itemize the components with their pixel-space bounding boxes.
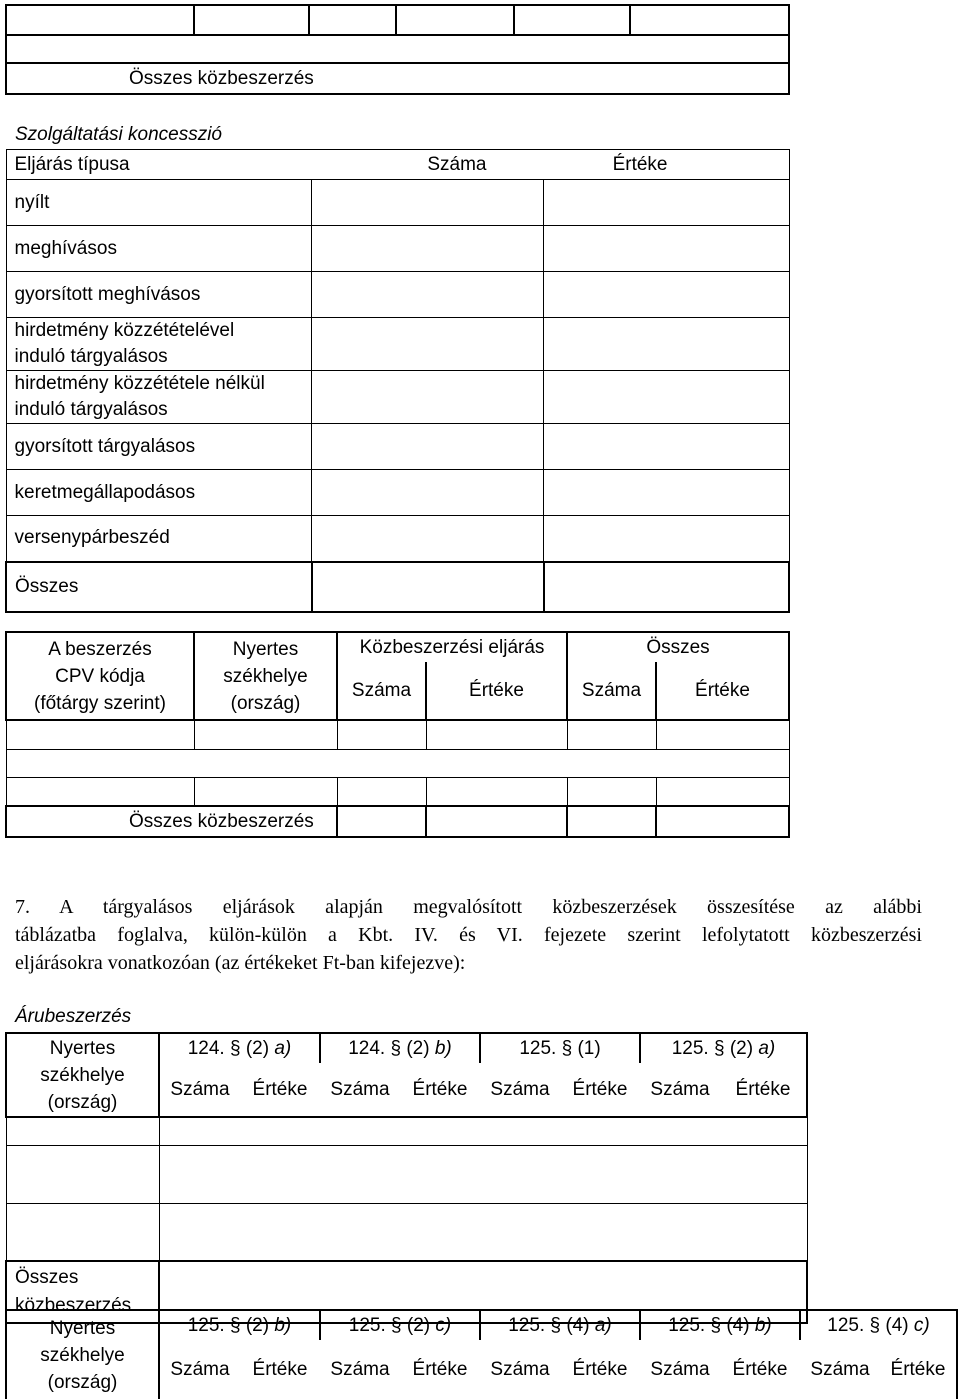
sub-header-count: Száma <box>640 1063 720 1117</box>
data-cell <box>656 806 789 837</box>
data-row <box>6 749 789 777</box>
value-cell <box>544 226 790 272</box>
sub-header-count: Száma <box>159 1063 240 1117</box>
data-cell <box>159 1145 807 1203</box>
data-cell <box>6 777 194 806</box>
cpv-table <box>5 631 790 838</box>
winner-seat-header: Nyertes székhelye (ország) <box>6 1033 159 1117</box>
data-cell <box>656 777 789 806</box>
section-header-125-1: 125. § (1) <box>480 1033 640 1063</box>
section-7-paragraph: 7. A tárgyalásos eljárások alapján megvalósított közbeszerzések összesítése az alábbi táblázatba foglalva, külön-külön a Kbt. IV. és VI. fejezete szerint lefolytatott közbeszerzési eljárásokra vonatkozóan (az értékeket Ft-ban kifejezve): <box>15 896 922 974</box>
sub-header-value: Értéke <box>252 1358 308 1380</box>
top-empty-row <box>6 35 789 63</box>
value-cell <box>544 318 790 371</box>
data-cell <box>337 806 426 837</box>
count-cell <box>312 318 544 371</box>
procedure-row-label: hirdetmény közzététele nélkül induló tárgyalásos <box>6 371 312 424</box>
cpv-code-header: A beszerzés CPV kódja (főtárgy szerint) <box>6 632 194 720</box>
procedure-row-label: hirdetmény közzétételével induló tárgyalásos <box>6 318 312 371</box>
top-empty-cell <box>630 5 789 35</box>
sub-header-value: Értéke <box>656 662 789 720</box>
top-summary-table <box>5 4 790 95</box>
count-cell <box>312 470 544 516</box>
count-cell <box>312 180 544 226</box>
sub-header-value: Értéke <box>400 1063 480 1117</box>
data-cell <box>6 1203 159 1261</box>
data-cell <box>159 1203 807 1261</box>
data-cell <box>6 1145 159 1203</box>
goods-total-label: Összes közbeszerzés <box>6 1261 159 1323</box>
data-cell <box>159 1117 807 1145</box>
data-cell <box>567 720 656 749</box>
section-header-125-4c: 125. § (4) c) <box>800 1310 957 1340</box>
goods-table-2 <box>5 1309 958 1399</box>
value-cell <box>544 371 790 424</box>
section-header-125-4a: 125. § (4) a) <box>480 1310 640 1340</box>
cpv-total-label: Összes közbeszerzés <box>6 806 337 837</box>
count-cell <box>312 272 544 318</box>
data-cell <box>6 720 194 749</box>
sub-header-value: Értéke <box>560 1063 640 1117</box>
data-cell <box>337 777 426 806</box>
top-empty-cell <box>514 5 630 35</box>
data-cell <box>426 806 567 837</box>
section-header-124-2b: 124. § (2) b) <box>320 1033 480 1063</box>
section-header-125-2c: 125. § (2) c) <box>320 1310 480 1340</box>
col-header-count: Száma <box>312 150 544 180</box>
procedure-row-label: gyorsított meghívásos <box>6 272 312 318</box>
data-cell <box>567 777 656 806</box>
section-header-125-4b: 125. § (4) b) <box>640 1310 800 1340</box>
value-cell <box>544 180 790 226</box>
section-header-124-2a: 124. § (2) a) <box>159 1033 320 1063</box>
sub-header-count: Száma <box>810 1358 870 1380</box>
value-cell <box>544 470 790 516</box>
procedure-row-label: versenypárbeszéd <box>6 516 312 562</box>
procedure-row-label: nyílt <box>6 180 312 226</box>
winner-seat-header: Nyertes székhelye (ország) <box>6 1310 159 1399</box>
top-empty-cell <box>309 5 396 35</box>
section-header-125-2a: 125. § (2) a) <box>640 1033 807 1063</box>
procedure-row-label: gyorsított tárgyalásos <box>6 424 312 470</box>
sub-header-count: Száma <box>320 1063 400 1117</box>
data-cell <box>194 720 337 749</box>
count-cell <box>312 371 544 424</box>
sub-header-count: Száma <box>480 1063 560 1117</box>
procedure-row-label: meghívásos <box>6 226 312 272</box>
procurement-procedure-header: Közbeszerzési eljárás <box>337 632 567 662</box>
sub-header-count: Száma <box>330 1358 390 1380</box>
sub-header-value: Értéke <box>572 1358 628 1380</box>
count-cell <box>312 424 544 470</box>
service-concession-heading: Szolgáltatási koncesszió <box>15 124 222 145</box>
sub-header-value: Értéke <box>880 1340 957 1399</box>
value-cell <box>544 562 790 612</box>
data-cell <box>337 720 426 749</box>
value-cell <box>544 272 790 318</box>
sub-header-value: Értéke <box>240 1063 320 1117</box>
goods-table <box>5 1032 808 1324</box>
sub-header-value: Értéke <box>412 1358 468 1380</box>
data-cell <box>426 720 567 749</box>
value-cell <box>544 516 790 562</box>
count-cell <box>312 226 544 272</box>
section-header-125-2b: 125. § (2) b) <box>159 1310 320 1340</box>
service-concession-table <box>5 149 790 613</box>
sub-header-value: Értéke <box>426 662 567 720</box>
sub-header-value: Értéke <box>732 1358 788 1380</box>
sub-header-value: Értéke <box>720 1063 807 1117</box>
top-empty-cell <box>396 5 514 35</box>
sub-header-count: Száma <box>567 662 656 720</box>
sub-header-count: Száma <box>650 1358 710 1380</box>
top-empty-cell <box>6 5 194 35</box>
col-header-value: Értéke <box>544 150 790 180</box>
count-cell <box>312 516 544 562</box>
total-group-header: Összes <box>567 632 789 662</box>
data-cell <box>426 777 567 806</box>
sub-header-count: Száma <box>159 1340 240 1399</box>
data-cell <box>6 1117 159 1145</box>
count-cell <box>312 562 544 612</box>
top-empty-cell <box>194 5 309 35</box>
sub-header-count: Száma <box>490 1358 550 1380</box>
goods-heading: Árubeszerzés <box>15 1006 132 1027</box>
col-header-procedure: Eljárás típusa <box>6 150 312 180</box>
data-cell <box>656 720 789 749</box>
top-total-label: Összes közbeszerzés <box>6 63 789 94</box>
winner-seat-header: Nyertes székhelye (ország) <box>194 632 337 720</box>
data-cell <box>567 806 656 837</box>
service-total-label: Összes <box>6 562 312 612</box>
sub-header-count: Száma <box>337 662 426 720</box>
procedure-row-label: keretmegállapodásos <box>6 470 312 516</box>
data-cell <box>194 777 337 806</box>
value-cell <box>544 424 790 470</box>
